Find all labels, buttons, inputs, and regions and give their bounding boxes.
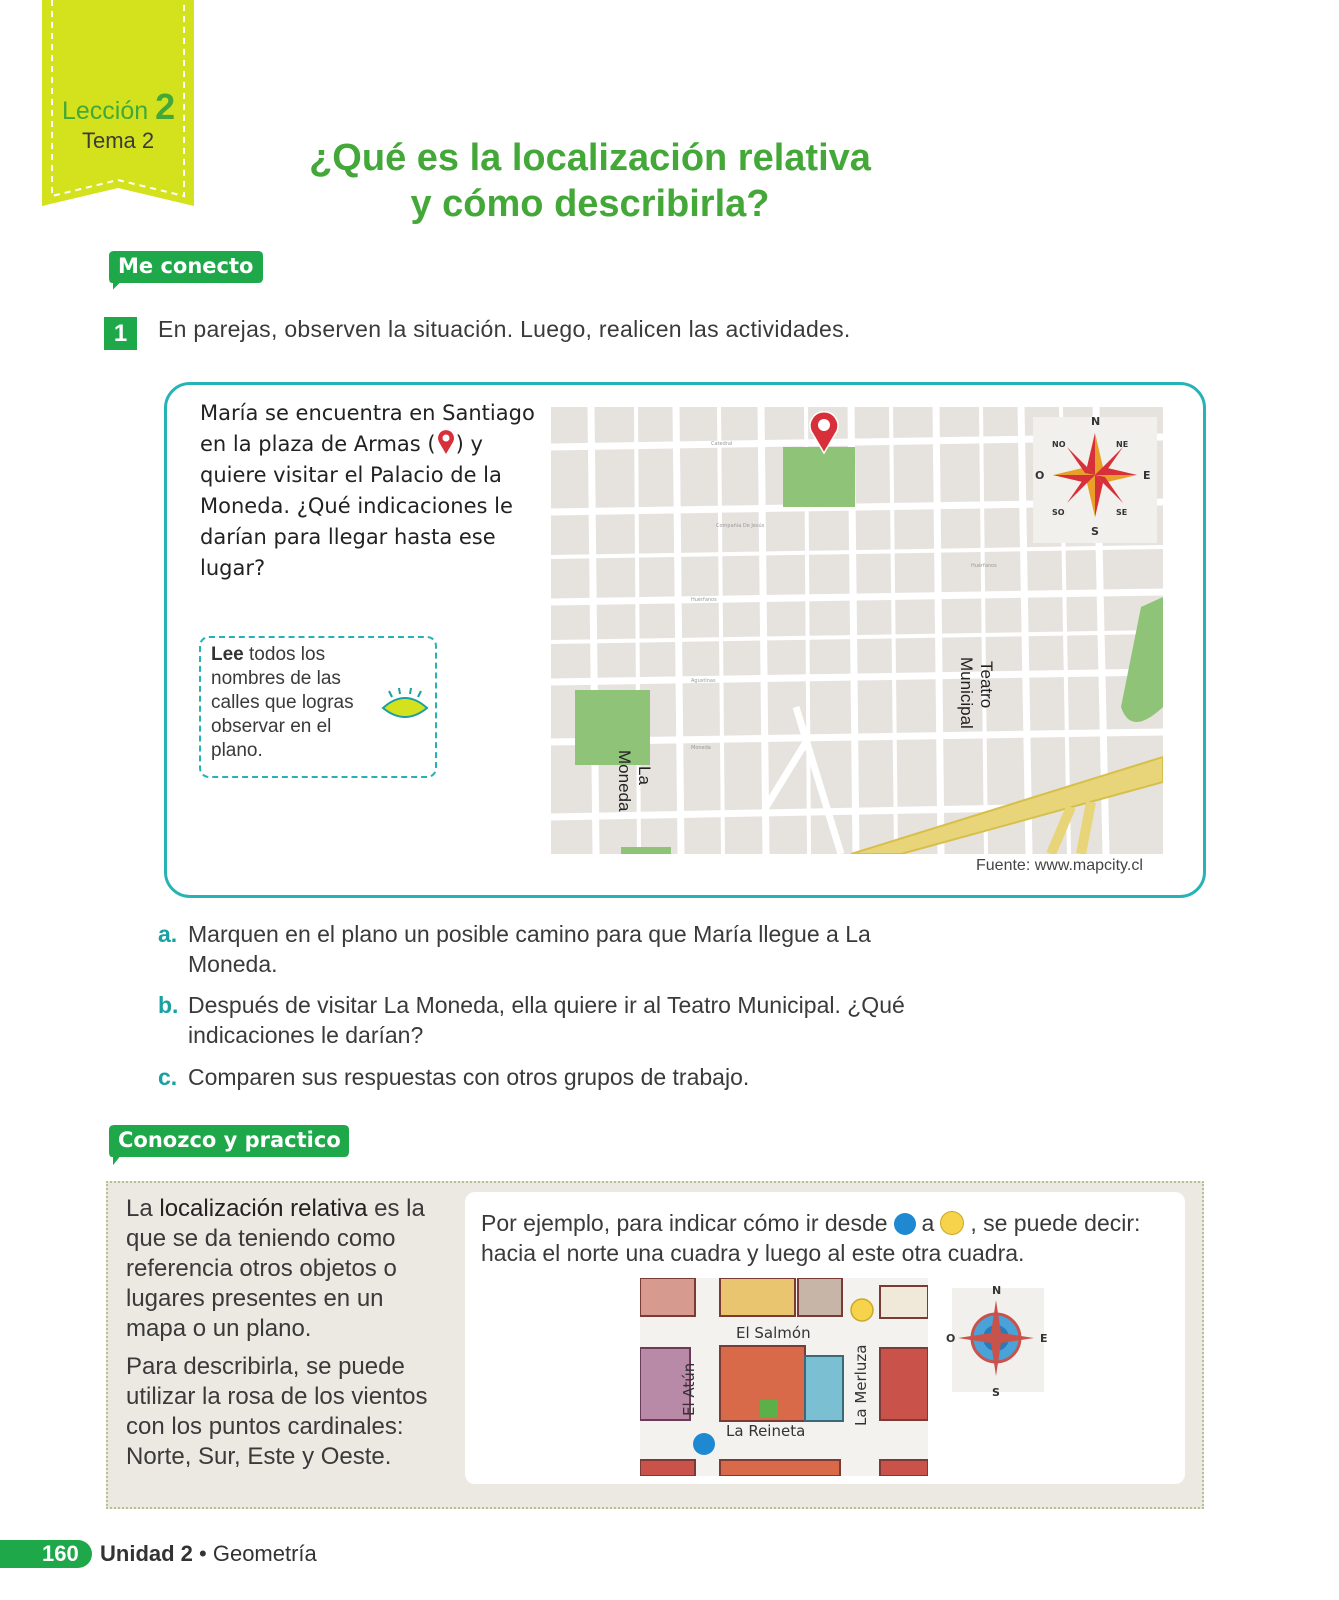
compass-se-label: SE <box>1116 508 1128 517</box>
activity-item-a: a. Marquen en el plano un posible camino para que María llegue a La Moneda. <box>158 921 871 977</box>
definition-text: La localización relativa es la que se da teniendo como referencia otros objetos o lugares presentes en un mapa o un plano. Para describirla, se puede utilizar la rosa de los vientos con los puntos cardinales: Norte, Sur, Este y Oeste. <box>126 1195 428 1470</box>
eye-icon <box>380 688 430 724</box>
map-pin-icon <box>436 429 456 455</box>
activity-number: 1 <box>104 317 137 350</box>
section-label: Conozco y practico <box>118 1128 341 1152</box>
title-line-1: ¿Qué es la localización relativa <box>309 137 871 179</box>
page-number: 160 <box>42 1541 79 1566</box>
street-label-la-merluza: La Merluza <box>852 1344 870 1426</box>
compass-west-label: O <box>1035 469 1045 482</box>
start-point-marker <box>693 1433 715 1455</box>
compass-ne-label: NE <box>1116 440 1129 449</box>
compass-east-label: E <box>1143 469 1151 482</box>
activity-item-b: b. Después de visitar La Moneda, ella quiere ir al Teatro Municipal. ¿Qué indicaciones le darían? <box>158 992 905 1048</box>
compass-nw-label: NO <box>1052 440 1066 449</box>
lesson-label: Lección 2 <box>62 86 176 127</box>
section-tab-me-conecto <box>106 248 266 294</box>
end-point-marker <box>851 1299 873 1321</box>
compass-sw-label: SO <box>1052 508 1065 517</box>
svg-text:Huérfanos: Huérfanos <box>691 597 717 603</box>
street-map <box>551 407 1163 854</box>
rose-south-label: S <box>992 1386 1000 1399</box>
section-tab-conozco-y-practico <box>106 1120 352 1172</box>
svg-text:Agustinas: Agustinas <box>691 678 716 684</box>
svg-text:Huérfanos: Huérfanos <box>971 563 997 569</box>
reading-tip-text: Lee todos los nombres de las calles que logras observar en el plano. <box>211 644 354 761</box>
compass-north-label: N <box>1091 415 1101 428</box>
activity-instruction: En parejas, observen la situación. Luego, realicen las actividades. <box>158 316 851 342</box>
street-label-el-salmon: El Salmón <box>736 1324 811 1342</box>
street-label-la-reineta: La Reineta <box>726 1422 806 1440</box>
rose-north-label: N <box>992 1284 1002 1297</box>
activity-item-c: c. Comparen sus respuestas con otros grupos de trabajo. <box>158 1064 750 1090</box>
section-label: Me conecto <box>118 254 254 278</box>
compass-south-label: S <box>1091 525 1099 538</box>
topic-label: Tema 2 <box>82 128 155 153</box>
lesson-number: 2 <box>155 86 176 127</box>
example-text: Por ejemplo, para indicar cómo ir desde a , se puede decir: hacia el norte una cuadra y luego al este otra cuadra. <box>481 1210 1141 1266</box>
map-label-moneda: Moneda <box>615 750 634 812</box>
title-line-2: y cómo describirla? <box>410 183 770 225</box>
page-title <box>250 135 930 227</box>
end-dot-icon <box>940 1211 964 1235</box>
compass-rose-icon <box>944 1282 1050 1400</box>
svg-text:Compañía De Jesús: Compañía De Jesús <box>716 523 765 529</box>
map-label-teatro: Teatro <box>977 661 996 709</box>
rose-west-label: O <box>946 1332 956 1345</box>
footer-unit: Unidad 2 • Geometría <box>100 1541 317 1566</box>
start-dot-icon <box>894 1213 916 1235</box>
map-label-la: La <box>635 766 654 785</box>
street-label-el-atun: El Atún <box>680 1362 698 1416</box>
map-label-municipal: Municipal <box>957 657 976 729</box>
svg-text:Catedral: Catedral <box>711 441 733 447</box>
situation-text: María se encuentra en Santiago en la plaza de Armas ( ) y quiere visitar el Palacio de la Moneda. ¿Qué indicaciones le darían para llegar hasta ese lugar? <box>200 401 535 580</box>
svg-text:Moneda: Moneda <box>691 745 711 751</box>
city-block-map <box>640 1278 928 1476</box>
rose-east-label: E <box>1040 1332 1048 1345</box>
map-source: Fuente: www.mapcity.cl <box>976 857 1143 874</box>
